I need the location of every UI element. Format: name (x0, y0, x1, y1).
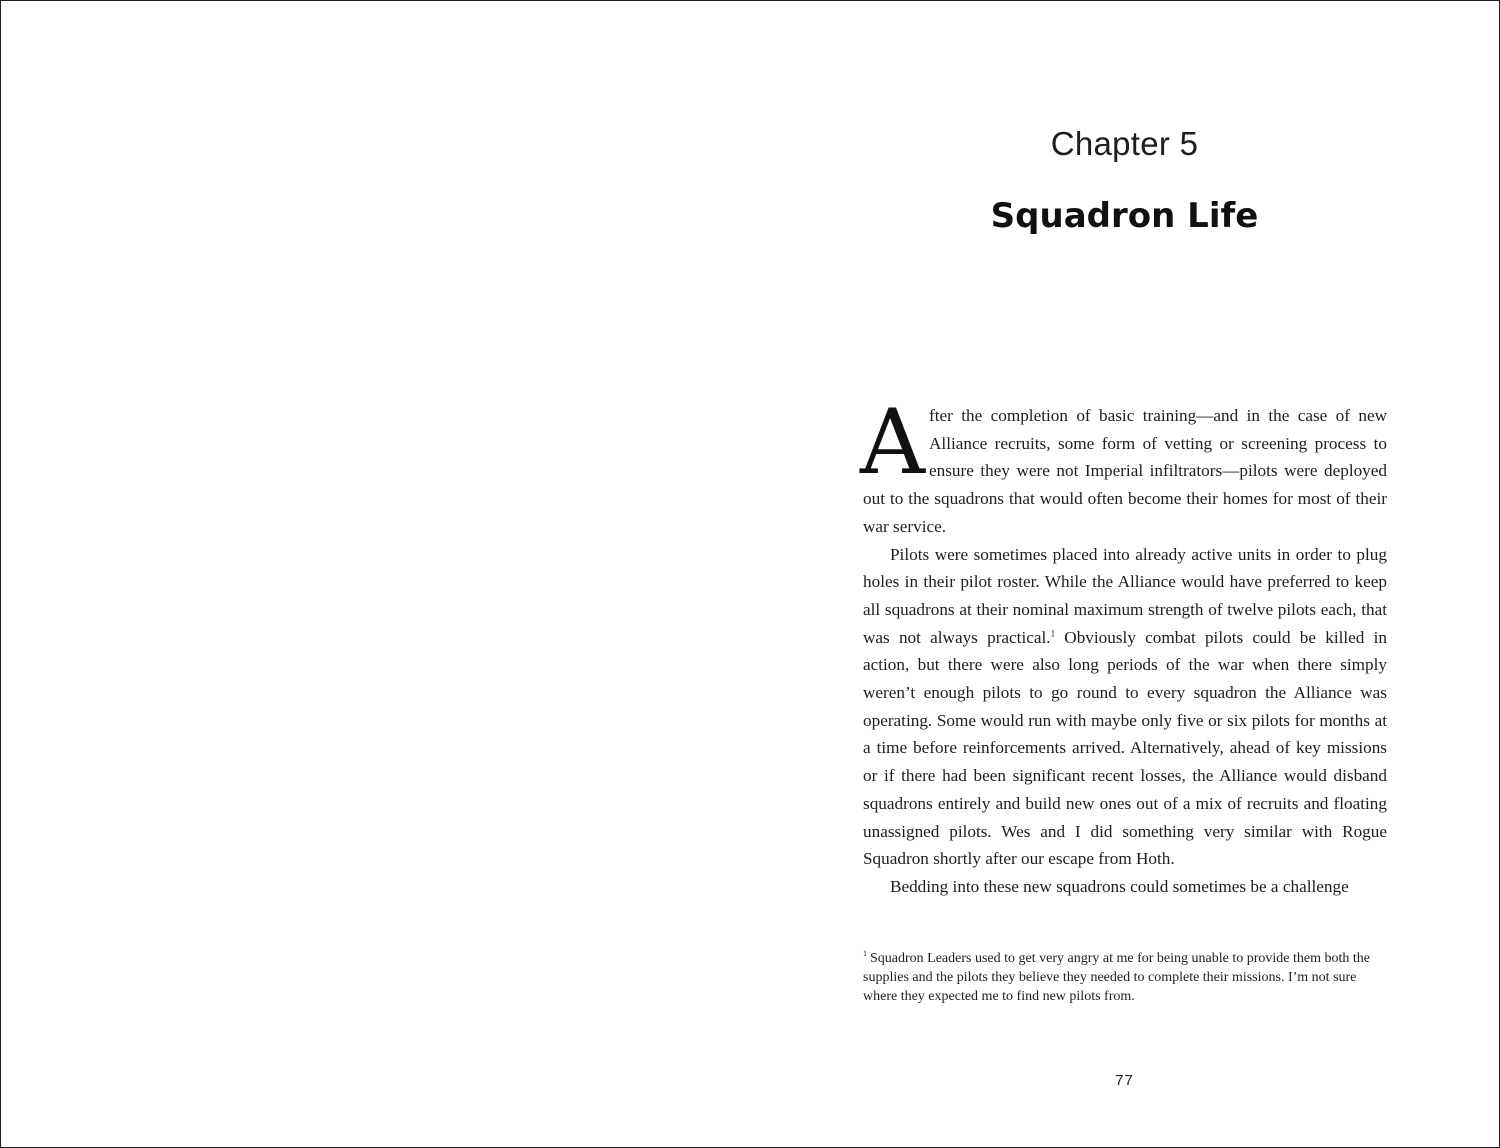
paragraph-3: Bedding into these new squadrons could sometimes be a challenge (890, 876, 1349, 896)
chapter-title: Squadron Life (990, 196, 1259, 236)
footnote-number: 1 (863, 949, 867, 959)
paragraph-1-text: fter the completion of basic training—and in the case of new Alliance recruits, some form of vetting or screening process to ensure they were not Imperial infiltrators—pilots were deployed out to the squadrons that would often become their homes for most of their war service. (863, 406, 1387, 536)
body-text (860, 390, 1387, 901)
footnote-reference[interactable]: 1 (1050, 627, 1056, 638)
drop-cap: A (860, 390, 925, 495)
paragraph-2-text-b: Obviously combat pilots could be killed in action, but there were also long periods of the war when there simply weren’t enough pilots to go round to every squadron the Alliance was operating. Some would run with maybe only five or six pilots for months at a time before reinforcements arrived. Alternatively, ahead of key missions or if there had been significant recent losses, the Alliance would disband squadrons entirely and build new ones out of a mix of recruits and floating unassigned pilots. Wes and I did something very similar with Rogue Squadron shortly after our escape from Hoth. (863, 627, 1387, 869)
chapter-label: Chapter 5 (1050, 125, 1199, 162)
footnote (863, 949, 1387, 1006)
left-page-blank (1, 1, 750, 1147)
footnote-text: Squadron Leaders used to get very angry at me for being unable to provide them both the supplies and the pilots they believe they needed to complete their missions. I’m not sure where they expected me to find new pilots from. (863, 951, 1370, 1004)
right-page (750, 1, 1499, 1147)
paragraph-1 (860, 390, 1387, 541)
paragraph-2 (863, 541, 1387, 873)
paragraph-2-text-a: Pilots were sometimes placed into already active units in order to plug holes in their pilot roster. While the Alliance would have preferred to keep all squadrons at their nominal maximum strength of twelve pilots each, that was not always practical. (863, 544, 1387, 647)
page-number: 77 (1115, 1072, 1134, 1089)
